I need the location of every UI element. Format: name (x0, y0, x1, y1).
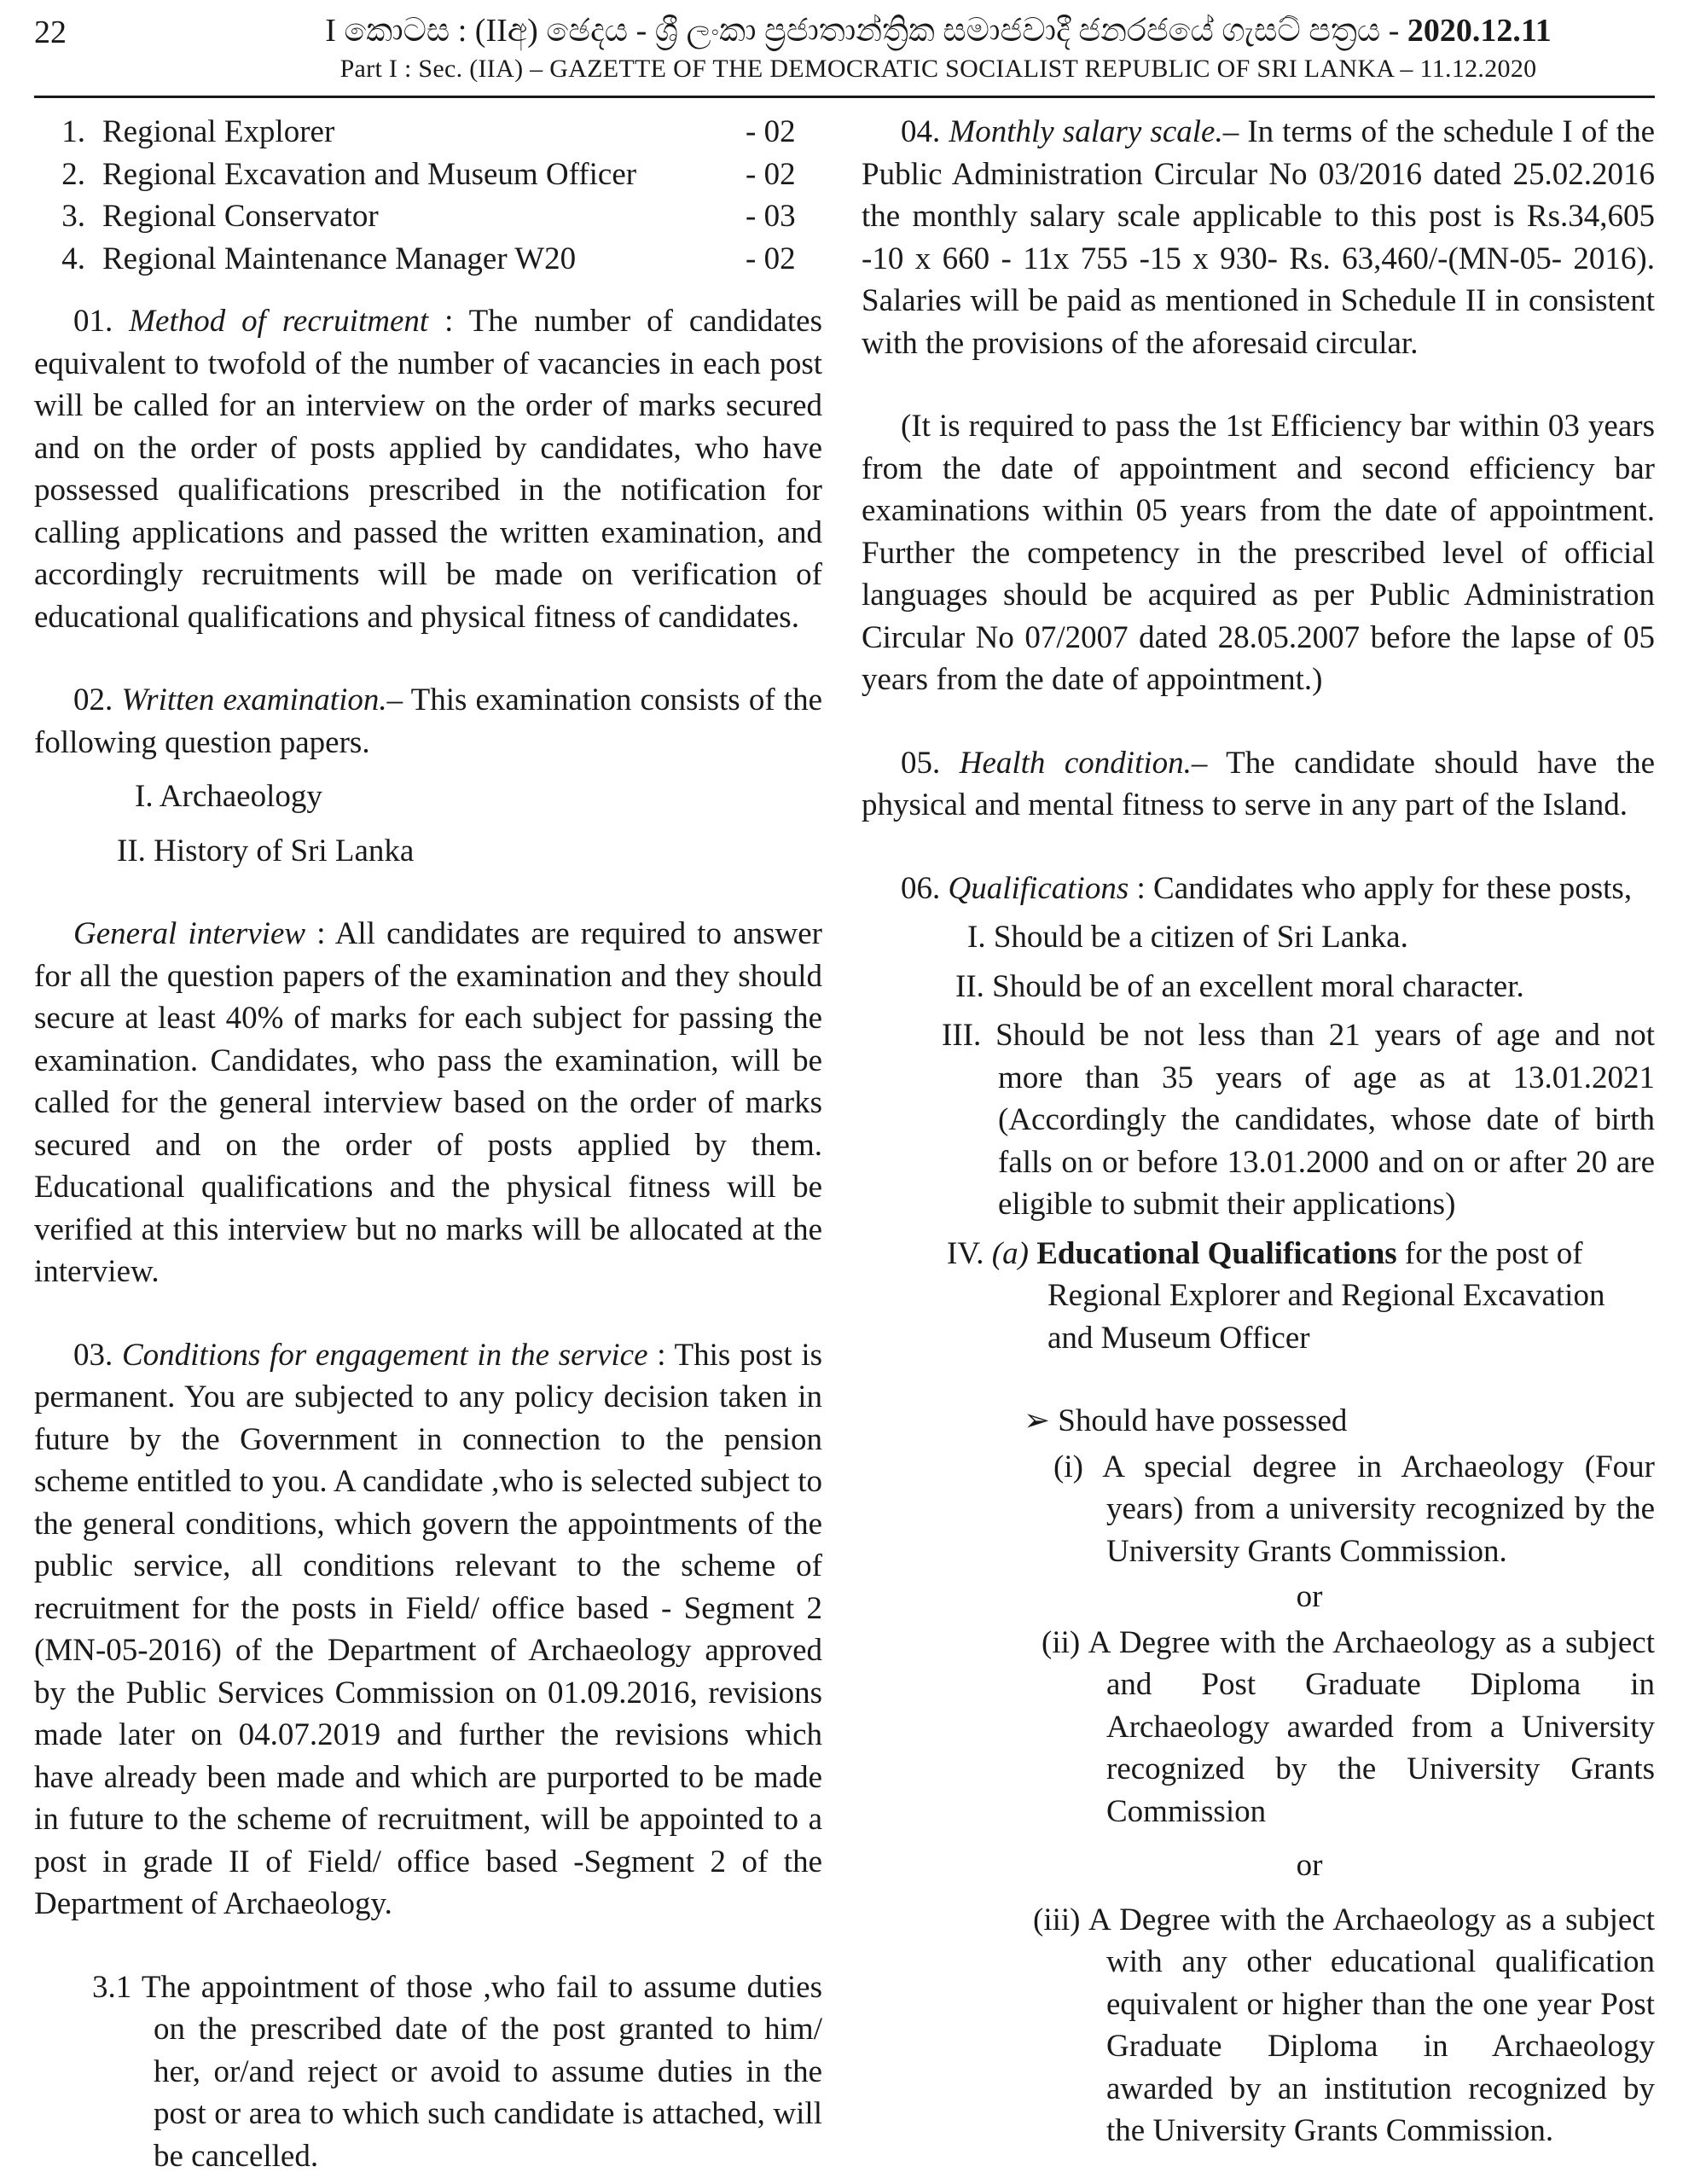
section-text: This examination consists of the following question papers. (34, 682, 822, 760)
subsection-3-1: 3.1 The appointment of those ,who fail to assume duties on the prescribed date of the post granted to him/ her, or/and reject or avoid to assume duties in the post or area to which such candidate is attached, will be cancelled. (92, 1969, 822, 2174)
section-heading: Method of recruitment (129, 304, 429, 339)
post-count: - 02 (746, 241, 796, 276)
post-number: 4. (61, 241, 85, 276)
posts-list (34, 111, 822, 280)
section-heading: Qualifications (948, 870, 1129, 906)
page-number: 22 (34, 15, 67, 50)
section-heading: Health condition.– (959, 745, 1208, 781)
post-item (34, 238, 822, 281)
section-number: 02. (73, 682, 113, 717)
educational-qualifications-heading: Educational Qualifications (1036, 1235, 1397, 1271)
section-heading: General interview (73, 916, 306, 951)
section-05 (862, 742, 1655, 827)
degree-option: (i) A special degree in Archaeology (Four years) from a university recognized by the University Grants Commission. (1053, 1449, 1655, 1569)
section-number: 06. (901, 870, 941, 906)
right-column (862, 111, 1655, 2152)
post-item (34, 195, 822, 238)
page-header (0, 0, 1706, 97)
should-have-possessed: ➢ Should have possessed (1024, 1403, 1348, 1438)
sinhala-date: 2020.12.11 (1407, 13, 1552, 49)
section-number: 03. (73, 1337, 113, 1373)
efficiency-bar-note: (It is required to pass the 1st Efficiency bar within 03 years from the date of appointment and second efficiency bar examinations within 05 years from the date of appointment. Further the competency in the prescribed level of official languages should be acquired as per Public Administration Circular No 07/2007 dated 28.05.2007 before the lapse of 05 years from the date of appointment.) (862, 409, 1655, 697)
section-04 (862, 111, 1655, 364)
section-number: 05. (901, 745, 941, 781)
section-06 (862, 868, 1655, 910)
section-text: : This post is permanent. You are subjected to any policy decision taken in future by the Government in connection to the pension scheme entitled to you. A candidate ,who is selected subject to the general conditions, which govern the appointments of the public service, all conditions relevant to the scheme of recruitment for the posts in Field/ office based - Segment 2 (MN-05-2016) of the Department of Archaeology approved by the Public Services Commission on 01.09.2016, revisions made later on 04.07.2019 and further the revisions which have already been made and which are purported to be made in future to the scheme of recruitment, will be appointed to a post in grade II of Field/ office based -Segment 2 of the Department of Archaeology. (34, 1337, 822, 1921)
post-number: 2. (61, 156, 85, 192)
sinhala-header (256, 12, 1621, 49)
section-03 (34, 1334, 822, 1926)
post-item (34, 111, 822, 154)
section-text: In terms of the schedule I of the Public Administration Circular No 03/2016 dated 25.02.2016 the monthly salary scale applicable to this post is Rs.34,605 -10 x 660 - 11x 755 -15 x 930- Rs. 63,460/-(MN-05- 2016). Salaries will be paid as mentioned in Schedule II in consistent with the provisions of the aforesaid circular. (862, 114, 1656, 361)
english-header: Part I : Sec. (IIA) – GAZETTE OF THE DEMOCRATIC SOCIALIST REPUBLIC OF SRI LANKA – 11.12.2020 (339, 55, 1537, 83)
or-separator: or (1296, 1848, 1323, 1883)
degree-option: (iii) A Degree with the Archaeology as a subject with any other educational qualification equivalent or higher than the one year Post Graduate Diploma in Archaeology awarded by an institution recognized by the University Grants Commission. (1033, 1902, 1655, 2148)
post-count: - 03 (746, 199, 796, 234)
post-name: Regional Maintenance Manager W20 (102, 241, 577, 276)
section-number: 04. (901, 114, 941, 149)
post-name: Regional Explorer (102, 114, 335, 149)
item-letter: (a) (991, 1235, 1029, 1271)
qualification-item: I. Should be a citizen of Sri Lanka. (967, 920, 1408, 955)
section-text: : Candidates who apply for these posts, (1129, 870, 1633, 906)
section-text: : All candidates are required to answer for all the question papers of the examination and they should secure at least 40% of marks for each subject for passing the examination. Candidates, who pass the examination, will be called for the general interview based on the order of marks secured and on the order of posts applied by them. Educational qualifications and the physical fitness will be verified at this interview but no marks will be allocated at the interview. (34, 916, 822, 1289)
section-text: : The number of candidates equivalent to twofold of the number of vacancies in each post will be called for an interview on the order of marks secured and on the order of posts applied by candidates, who have possessed qualifications prescribed in the notification for calling applications and passed the written examination, and accordingly recruitments will be made on verification of educational qualifications and physical fitness of candidates. (34, 304, 823, 635)
section-heading: Conditions for engagement in the service (121, 1337, 648, 1373)
post-number: 3. (61, 199, 85, 234)
paper-item: II. History of Sri Lanka (117, 833, 415, 868)
post-count: - 02 (746, 114, 796, 149)
qualification-iv (862, 1233, 1655, 1360)
qualification-item: II. Should be of an excellent moral character. (955, 968, 1524, 1004)
section-01 (34, 300, 822, 638)
item-text: for the post of Regional Explorer and Regional Excavation and Museum Officer (1047, 1235, 1605, 1356)
section-02 (34, 679, 822, 764)
post-number: 1. (61, 114, 85, 149)
post-name: Regional Excavation and Museum Officer (102, 156, 637, 192)
item-number: IV. (947, 1235, 984, 1271)
or-separator: or (1296, 1579, 1323, 1614)
degree-option: (ii) A Degree with the Archaeology as a subject and Post Graduate Diploma in Archaeology awarded from a University recognized by the University Grants Commission (1042, 1624, 1655, 1829)
left-column (34, 111, 822, 2177)
paper-item: I. Archaeology (135, 779, 322, 814)
header-rule (34, 96, 1655, 98)
post-item (34, 154, 822, 196)
section-text: The candidate should have the physical and mental fitness to serve in any part of the Island. (862, 745, 1655, 822)
general-interview (34, 913, 822, 1293)
section-number: 01. (73, 304, 113, 339)
section-heading: Monthly salary scale.– (949, 114, 1239, 149)
sinhala-title: I කොටස : (IIඅ) ඡෙදය - ශ්‍රී ලංකා ප්‍රජාතාන්ත්‍රික සමාජවාදී ජනරජයේ ගැසට් පත්‍රය - (325, 13, 1407, 49)
post-name: Regional Conservator (102, 199, 379, 234)
qualification-item: III. Should be not less than 21 years of age and not more than 35 years of age as at 13.01.2021 (Accordingly the candidates, whose date of birth falls on or before 13.01.2000 and on or after 20 are eligible to submit their applications) (942, 1018, 1655, 1222)
section-heading: Written examination.– (121, 682, 403, 717)
post-count: - 02 (746, 156, 796, 192)
